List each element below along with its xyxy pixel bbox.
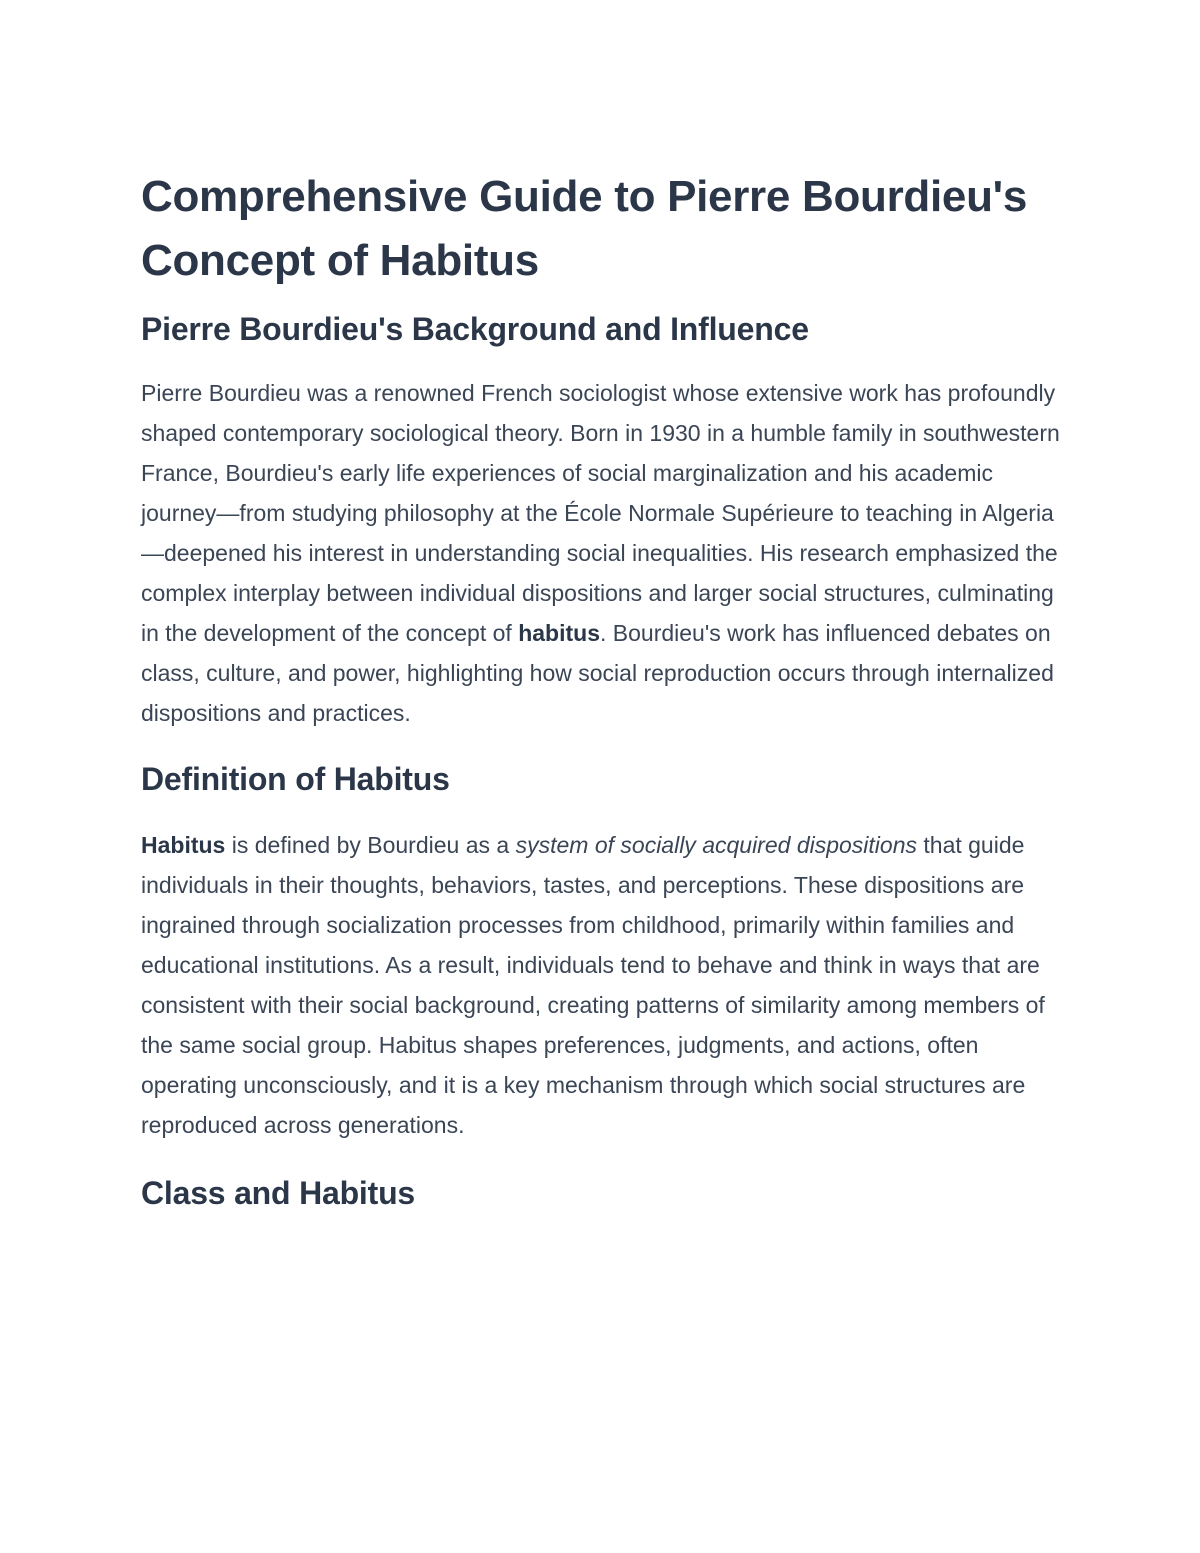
section-heading-background: Pierre Bourdieu's Background and Influence xyxy=(141,311,809,347)
paragraph-italic-phrase: system of socially acquired dispositions xyxy=(515,832,917,858)
paragraph-text: that guide individuals in their thoughts, behaviors, tastes, and perceptions. These dispositions are ingrained through socialization processes from childhood, primarily within families and educational institutions. As a result, individuals tend to behave and think in ways that are consistent with their social background, creating patterns of similarity among members of the same social group. Habitus shapes preferences, judgments, and actions, often operating unconsciously, and it is a key mechanism through which social structures are reproduced across generations. xyxy=(141,832,1045,1138)
paragraph-bold-term: Habitus xyxy=(141,832,226,858)
document-title: Comprehensive Guide to Pierre Bourdieu's Concept of Habitus xyxy=(141,172,1028,285)
section-paragraph-definition xyxy=(141,825,1066,1145)
paragraph-text: . Bourdieu's work has influenced debates on class, culture, and power, highlighting how social reproduction occurs through internalized dispositions and practices. xyxy=(141,620,1054,726)
paragraph-text: Pierre Bourdieu was a renowned French sociologist whose extensive work has profoundly shaped contemporary sociological theory. Born in 1930 in a humble family in southwestern France, Bourdieu's early life experiences of social marginalization and his academic journey—from studying philosophy at the École Normale Supérieure to teaching in Algeria—deepened his interest in understanding social inequalities. His research emphasized the complex interplay between individual dispositions and larger social structures, culminating in the development of the concept of xyxy=(141,380,1060,646)
section-heading-class: Class and Habitus xyxy=(141,1175,416,1211)
paragraph-text: is defined by Bourdieu as a xyxy=(225,832,516,858)
section-paragraph-background xyxy=(141,373,1066,733)
paragraph-bold-term: habitus xyxy=(518,620,600,646)
document-page xyxy=(141,165,1066,1215)
section-heading-definition: Definition of Habitus xyxy=(141,761,450,797)
